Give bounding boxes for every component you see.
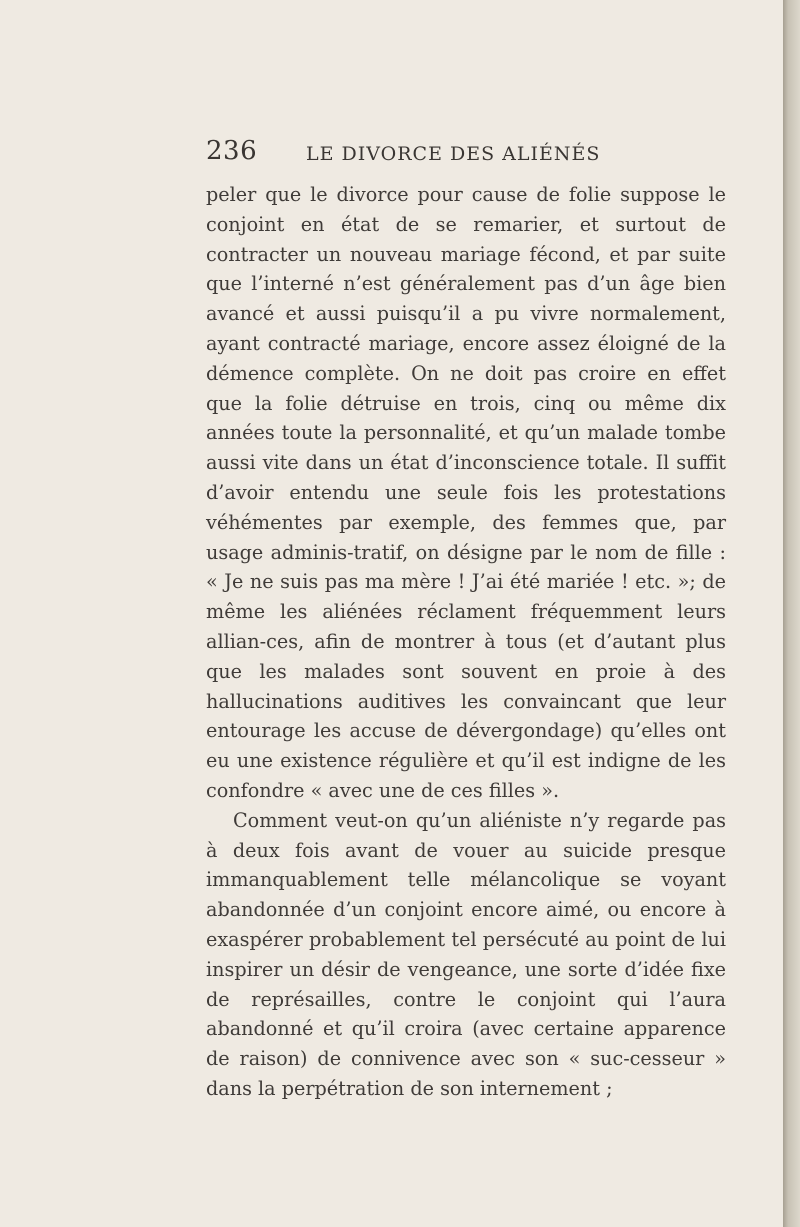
page-header [206,136,636,172]
running-title: LE DIVORCE DES ALIÉNÉS [306,143,601,165]
paragraph-1: peler que le divorce pour cause de folie suppose le conjoint en état de se remarier, et surtout de contracter un nouveau mariage fécond, et par suite que l’interné n’est généralement pas d’un âge bien avancé et aussi puisqu’il a pu vivre normalement, ayant contracté mariage, encore assez éloigné de la démence complète. On ne doit pas croire en effet que la folie détruise en trois, cinq ou même dix années toute la personnalité, et qu’un malade tombe aussi vite dans un état d’inconscience totale. Il suffit d’avoir entendu une seule fois les protestations véhémentes par exemple, des femmes que, par usage adminis-tratif, on désigne par le nom de fille : « Je ne suis pas ma mère ! J’ai été mariée ! etc. »; de même les aliénées réclament fréquemment leurs allian-ces, afin de montrer à tous (et d’autant plus que les malades sont souvent en proie à des hallucinations auditives les convaincant que leur entourage les accuse de dévergondage) qu’elles ont eu une existence régulière et qu’il est indigne de les confondre « avec une de ces filles ». [206,183,726,802]
page-number: 236 [206,136,258,166]
page-edge [783,0,800,1227]
paragraph-2: Comment veut-on qu’un aliéniste n’y regarde pas à deux fois avant de vouer au suicide presque immanquablement telle mélancolique se voyant abandonnée d’un conjoint encore aimé, ou encore à exaspérer probablement tel persécuté au point de lui inspirer un désir de vengeance, une sorte d’idée fixe de représailles, contre le conjoint qui l’aura abandonné et qu’il croira (avec certaine apparence de raison) de connivence avec son « suc-cesseur » dans la perpétration de son internement ; [206,808,726,1100]
body-text [206,180,726,1104]
